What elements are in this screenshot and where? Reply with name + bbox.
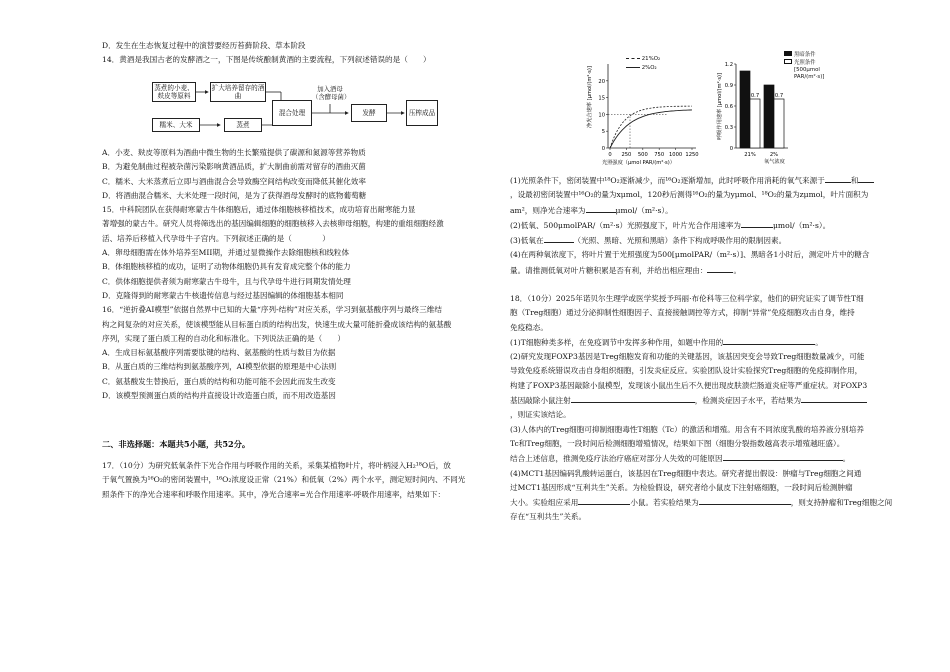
q18-part1-text: (1)T细胞种类多样，在免疫调节中发挥多种作用，如题中作用的 xyxy=(510,337,724,347)
left-column-lower xyxy=(102,146,474,403)
q18-part2-text: 基因敲除小鼠注射 xyxy=(510,396,571,406)
bar-chart-ytick-label: 0 xyxy=(729,146,733,152)
q15-stem-line1: 15．中科院团队在获得耐寒蒙古牛体细胞后，通过体细胞核移植技术，成功培育出耐寒能力显 xyxy=(102,205,416,215)
bar-legend-light xyxy=(784,59,824,67)
line-chart-xtick-label: 750 xyxy=(654,152,665,158)
q14-option-a: A．小麦、麸皮等原料为酒曲中微生物的生长繁殖提供了碳源和氮源等营养物质 xyxy=(102,148,366,157)
flow-press-box: 压榨成品 xyxy=(406,100,438,126)
q18-part3-line3 xyxy=(510,451,910,466)
flow-raw-box: 蒸煮的小麦、麸皮等原料 xyxy=(152,82,196,102)
bar-data-label: 0.7 xyxy=(750,93,760,99)
q15-stem-line3: 活、培养后移植入代孕母牛子宫内。下列叙述正确的是（ ） xyxy=(102,233,330,243)
q17-part3-text2: （光照、黑暗、光照和黑暗）条件下构成呼吸作用的限制因素。 xyxy=(573,236,787,246)
q18-part1 xyxy=(510,335,910,350)
q14-option-b: B．为避免制曲过程被杂菌污染影响黄酒品质，扩大制曲前需对留存的酒曲灭菌 xyxy=(102,162,366,172)
line-chart-xtick-label: 1250 xyxy=(685,152,699,158)
q17-stem-line2: 于氧气置换为¹⁶O₂的密闭装置中，¹⁶O₂浓度设正常（21%）和低氧（2%）两个水平，测定短时间内、不同光 xyxy=(102,475,466,485)
line-chart-xlabel: 光照强度（μmol PAR/(m²·s)） xyxy=(602,160,675,166)
line-chart-xtick-label: 250 xyxy=(621,152,632,158)
flow-yeast-text: 加入酒母（含酵母菌） xyxy=(312,85,351,101)
brewing-flow-diagram xyxy=(140,80,440,140)
left-column-section2 xyxy=(102,437,474,451)
answer-blank[interactable] xyxy=(741,218,773,228)
q18-part4-end: ，则支持肿瘤和Treg细胞之间 xyxy=(790,498,893,508)
q18-part3-line2: Tc和Treg细胞，一段时间后检测细胞增殖情况，结果如下图（细胞分裂指数越高表示增殖越旺盛）。 xyxy=(510,438,845,448)
line-chart-ylabel: 净光合速率 [μmol/(m²·s)] xyxy=(587,66,593,128)
q14-option-c: C．糯米、大米蒸煮后立即与酒曲混合会导致酶空间结构改变而降低其催化效率 xyxy=(102,176,366,186)
line-chart-xtick-label: 500 xyxy=(637,152,648,158)
right-column-q18 xyxy=(510,292,910,525)
q18-part4-line2: 过MCT1基因形成“互利共生”关系。为检验假设，研究者给小鼠皮下注射癌细胞，一段时间后检测肿瘤 xyxy=(510,482,853,492)
bar-1-0 xyxy=(764,85,774,148)
line-chart-series-21 xyxy=(610,106,692,148)
q13-option-d: D．发生在生态恢复过程中的演替要经历苔藓阶段、草本阶段 xyxy=(102,41,306,50)
bar-1-1 xyxy=(774,99,784,148)
bar-legend-light-label: 光照条件 xyxy=(794,60,816,66)
q18-part1-end: 。 xyxy=(815,337,823,347)
q17-part3-text: (3)低氧在 xyxy=(510,236,544,246)
net-photosynthesis-chart xyxy=(582,48,702,166)
q17-part1-unit: μmol/（m²·s）。 xyxy=(615,205,673,215)
answer-blank[interactable] xyxy=(544,233,574,243)
q17-part1-text: (1)光照条件下，密闭装置中¹⁸O₂逐渐减少，而¹⁶O₂逐渐增加，此时呼吸作用消耗的氧气来源于 xyxy=(510,176,825,185)
flow-rice-box: 糯米、大米 xyxy=(152,118,200,132)
answer-blank[interactable] xyxy=(858,173,874,183)
q18-part2-line1: (2)研究发现FOXP3基因是Treg细胞发育和功能的关键基因，该基因突变会导致Treg细胞数量减少，可能 xyxy=(510,352,865,362)
q16-option-d: D．该模型预测蛋白质的结构并直接设计改造蛋白质，而不用改造基因 xyxy=(102,391,336,401)
line-chart-xtick-label: 0 xyxy=(608,152,612,158)
bar-legend xyxy=(784,51,824,81)
bar-category-label: 21% xyxy=(744,152,756,158)
q17-part4-line1: (4)在两种氧浓度下，将叶片置于光照强度为500[μmolPAR/（m²·s）]、黑暗各1小时后，测定叶片中的糖含 xyxy=(510,250,870,260)
bar-legend-dark-label: 黑暗条件 xyxy=(794,52,816,58)
q15-option-a: A．卵母细胞需在体外培养至MII期，并通过显微操作去除细胞核和线粒体 xyxy=(102,248,350,258)
q16-stem-line3: 序列，实现了蛋白质工程的自动化和标准化。下列说法正确的是（ ） xyxy=(102,333,345,343)
bar-chart-ytick-label: 0.6 xyxy=(724,104,733,110)
line-chart-ytick-label: 10 xyxy=(598,112,605,119)
left-column-q17 xyxy=(102,459,474,502)
bar-data-label: 0.7 xyxy=(774,93,784,99)
q17-part2-unit: μmol/（m²·s）。 xyxy=(773,220,831,230)
q18-part4-mid: 小鼠。若实验结果为 xyxy=(630,498,699,508)
line-chart-ytick-label: 5 xyxy=(601,129,605,136)
q17-part4-text: 量。请推测低氧对叶片糖积累是否有利，并给出相应理由： xyxy=(510,265,708,275)
q17-part1-text3: am²，则净光合速率为 xyxy=(510,205,586,215)
answer-blank[interactable] xyxy=(801,393,867,403)
q18-stem-line3: 免疫稳态。 xyxy=(510,322,548,332)
answer-blank[interactable] xyxy=(699,495,791,505)
bar-category-label: 2% xyxy=(769,152,779,158)
q16-option-c: C．氨基酸发生替换后，蛋白质的结构和功能可能不会因此而发生改变 xyxy=(102,376,336,386)
line-legend-21 xyxy=(626,56,660,63)
bar-chart-ytick-label: 1.2 xyxy=(724,62,733,68)
flow-expand-box: 扩大培养留存的酒曲 xyxy=(211,83,265,100)
q18-part4-line3 xyxy=(510,495,910,510)
answer-blank[interactable] xyxy=(571,393,695,403)
line-legend-2 xyxy=(626,65,657,72)
flow-steam-box: 蒸煮 xyxy=(224,118,262,132)
q16-option-b: B．从蛋白质的三维结构到氨基酸序列，AI模型依据的原理是中心法则 xyxy=(102,362,337,372)
bar-legend-light-line3: PAR/(m²·s)] xyxy=(794,74,825,80)
q15-option-b: B．体细胞核移植的成功，证明了动物体细胞仍具有发育成完整个体的能力 xyxy=(102,262,351,272)
q18-part3-text: 结合上述信息，推测免疫疗法治疗癌症对部分人失效的可能原因 xyxy=(510,454,723,464)
flow-mix-box: 混合处理 xyxy=(272,100,312,126)
bar-chart-ytick-label: 0.9 xyxy=(724,83,733,89)
line-chart-ytick-label: 15 xyxy=(598,95,605,102)
q17-part1-line2: ，设最初密闭装置中¹⁶O₂的量为xμmol，120秒后测得¹⁶O₂的量为yμmol、¹⁸O₂的量为zμmol，叶片面积为 xyxy=(510,190,869,200)
respiration-bar-chart xyxy=(712,48,832,166)
q16-stem-line2: 构之间复杂的对应关系，使该模型能从目标蛋白质的结构出发，快速生成大量可能折叠成该结构的氨基酸 xyxy=(102,319,452,329)
bar-chart-xlabel: 氧气浓度 xyxy=(764,159,785,165)
q15-option-c: C．供体细胞提供者须为耐寒蒙古牛母牛，且与代孕母牛进行同期发情处理 xyxy=(102,276,351,286)
answer-blank[interactable] xyxy=(707,263,733,273)
q16-stem-line1: 16．“逆折叠AI模型”依据自然界中已知的大量“序列-结构”对应关系，学习到氨基酸序列与最终三维结 xyxy=(102,305,442,315)
line-legend-2-label: 2%O₂ xyxy=(641,65,657,71)
line-legend-21-label: 21%O₂ xyxy=(641,56,661,62)
q17-part1-and: 和 xyxy=(850,176,859,185)
line-chart-ytick-label: 20 xyxy=(598,78,605,85)
q18-stem-line1: 18．（10分）2025年诺贝尔生理学或医学奖授予玛丽·布伦科等三位科学家，他们的研究证实了调节性T细 xyxy=(510,294,864,303)
bar-legend-dark xyxy=(784,51,824,59)
q18-part2-line2: 导致免疫系统错误攻击自身组织细胞，引发炎症反应。实验团队设计实验探究Treg细胞的免疫抑制作用， xyxy=(510,366,863,376)
q18-part3-end: 。 xyxy=(842,454,851,464)
answer-blank[interactable] xyxy=(586,203,616,213)
line-chart-ytick-label: 0 xyxy=(601,146,605,152)
q15-stem-line2: 著增强的蒙古牛。研究人员将筛选出的基因编辑细胞的细胞核移入去核卵母细胞，构建的重组细胞经激 xyxy=(102,219,444,229)
q17-stem-line1: 17．（10分）为研究低氧条件下光合作用与呼吸作用的关系，采集某植物叶片，将叶柄浸入H₂¹⁸O后，放 xyxy=(102,461,451,470)
q15-option-d: D．克隆得到的耐寒蒙古牛核遗传信息与经过基因编辑的体细胞基本相同 xyxy=(102,290,344,300)
q18-part2-line4 xyxy=(510,393,910,408)
q17-part4-line2 xyxy=(510,263,910,278)
left-column xyxy=(102,39,474,68)
q17-stem-line3: 照条件下的净光合速率和呼吸作用速率。其中，净光合速率=光合作用速率-呼吸作用速率，结果如下： xyxy=(102,489,446,499)
q18-part4-line4: 存在“互利共生”关系。 xyxy=(510,512,587,522)
line-chart-xtick-label: 1000 xyxy=(668,152,683,158)
flow-ferment-box: 发酵 xyxy=(351,104,387,122)
answer-blank[interactable] xyxy=(723,335,815,345)
bar-chart-ylabel: 呼吸作用速率 [μmol/(m²·s)] xyxy=(717,72,723,140)
q17-part1-line3 xyxy=(510,203,910,218)
right-column xyxy=(510,173,910,278)
answer-blank[interactable] xyxy=(578,495,630,505)
bar-0-0 xyxy=(740,71,750,148)
bar-legend-light-line2: [500μmol xyxy=(794,67,820,73)
q14-option-d: D．将酒曲混合糯米、大米处理一段时间，是为了获得酒母发酵时的底物葡萄糖 xyxy=(102,190,367,200)
bar-chart-ytick-label: 0.3 xyxy=(724,125,733,131)
answer-blank[interactable] xyxy=(723,451,843,461)
q17-part3 xyxy=(510,233,910,248)
q17-part2-text: (2)低氧、500μmolPAR/（m²·s）光照强度下，叶片光合作用速率为 xyxy=(510,220,741,230)
q18-part2-mid: ，检测炎症因子水平，若结果为 xyxy=(694,396,802,406)
q18-part4-text: 大小。实验组应采用 xyxy=(510,498,579,508)
q14-stem: 14．黄酒是我国古老的发酵酒之一，下图是传统酿制黄酒的主要流程，下列叙述错误的是（ ） xyxy=(102,55,431,65)
q18-part2-line3: 构建了FOXP3基因敲除小鼠模型，发现该小鼠出生后不久便出现皮肤溃烂肠道炎症等严重症状。对FOXP3 xyxy=(510,380,868,390)
bar-0-1 xyxy=(750,99,760,148)
line-chart-series-2 xyxy=(610,110,692,148)
q16-option-a: A．生成目标氨基酸序列需要肽键的结构、氨基酸的性质与数目为依据 xyxy=(102,348,336,358)
q18-part4-line1: (4)MCT1基因编码乳酸转运蛋白，该基因在Treg细胞中表达。研究者提出假设：肿瘤与Treg细胞之间通 xyxy=(510,468,862,478)
q17-part4-end: 。 xyxy=(733,265,742,275)
q17-part2 xyxy=(510,218,910,233)
q18-part3-line1: (3)人体内的Treg细胞可抑制细胞毒性T细胞（Tc）的激活和增殖。用含有不同浓度乳酸的培养液分别培养 xyxy=(510,424,864,434)
q17-part1-line1 xyxy=(510,173,910,188)
answer-blank[interactable] xyxy=(825,173,851,183)
q18-stem-line2: 胞（Treg细胞）通过分泌抑制性细胞因子、直接接触调控等方式，抑制“异常”免疫细胞攻击自身，维持 xyxy=(510,308,855,318)
section-heading: 二、非选择题：本题共5小题，共52分。 xyxy=(102,439,251,449)
q18-part2-line5: ，则证实该结论。 xyxy=(510,410,571,420)
